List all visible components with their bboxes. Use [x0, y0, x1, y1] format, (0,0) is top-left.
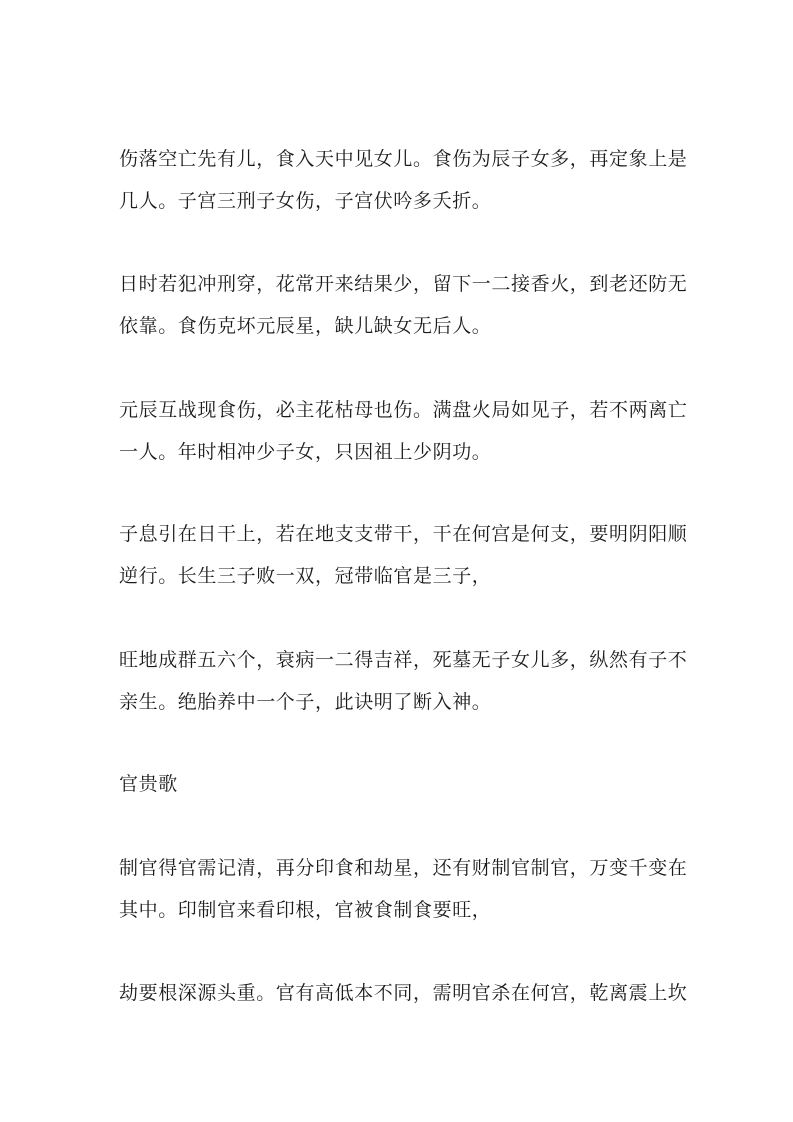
paragraph-1-line-2: 几人。子宫三刑子女伤，子宫伏吟多夭折。 — [119, 190, 492, 212]
paragraph-5-line-1: 旺地成群五六个，衰病一二得吉祥，死墓无子女儿多，纵然有子不 — [119, 649, 688, 671]
paragraph-1-line-1: 伤落空亡先有儿，食入天中见女儿。食伤为辰子女多，再定象上是 — [119, 148, 688, 170]
paragraph-7-line-1: 劫要根深源头重。官有高低本不同，需明官杀在何宫，乾离震上坎 — [119, 982, 688, 1004]
paragraph-5-line-2: 亲生。绝胎养中一个子，此诀明了断入神。 — [119, 691, 492, 713]
paragraph-6-line-2: 其中。印制官来看印根，官被食制食要旺， — [119, 899, 492, 921]
paragraph-6-line-1: 制官得官需记清，再分印食和劫星，还有财制官制官，万变千变在 — [119, 857, 688, 879]
paragraph-4-line-1: 子息引在日干上，若在地支支带干，干在何宫是何支，要明阴阳顺 — [119, 523, 688, 545]
paragraph-3-line-1: 元辰互战现食伤，必主花枯母也伤。满盘火局如见子，若不两离亡 — [119, 399, 688, 421]
paragraph-3-line-2: 一人。年时相冲少子女，只因祖上少阴功。 — [119, 441, 492, 463]
section-heading: 官贵歌 — [119, 773, 178, 795]
paragraph-4-line-2: 逆行。长生三子败一双，冠带临官是三子， — [119, 565, 492, 587]
paragraph-2-line-1: 日时若犯冲刑穿，花常开来结果少，留下一二接香火，到老还防无 — [119, 273, 688, 295]
paragraph-2-line-2: 依靠。食伤克坏元辰星，缺儿缺女无后人。 — [119, 315, 492, 337]
